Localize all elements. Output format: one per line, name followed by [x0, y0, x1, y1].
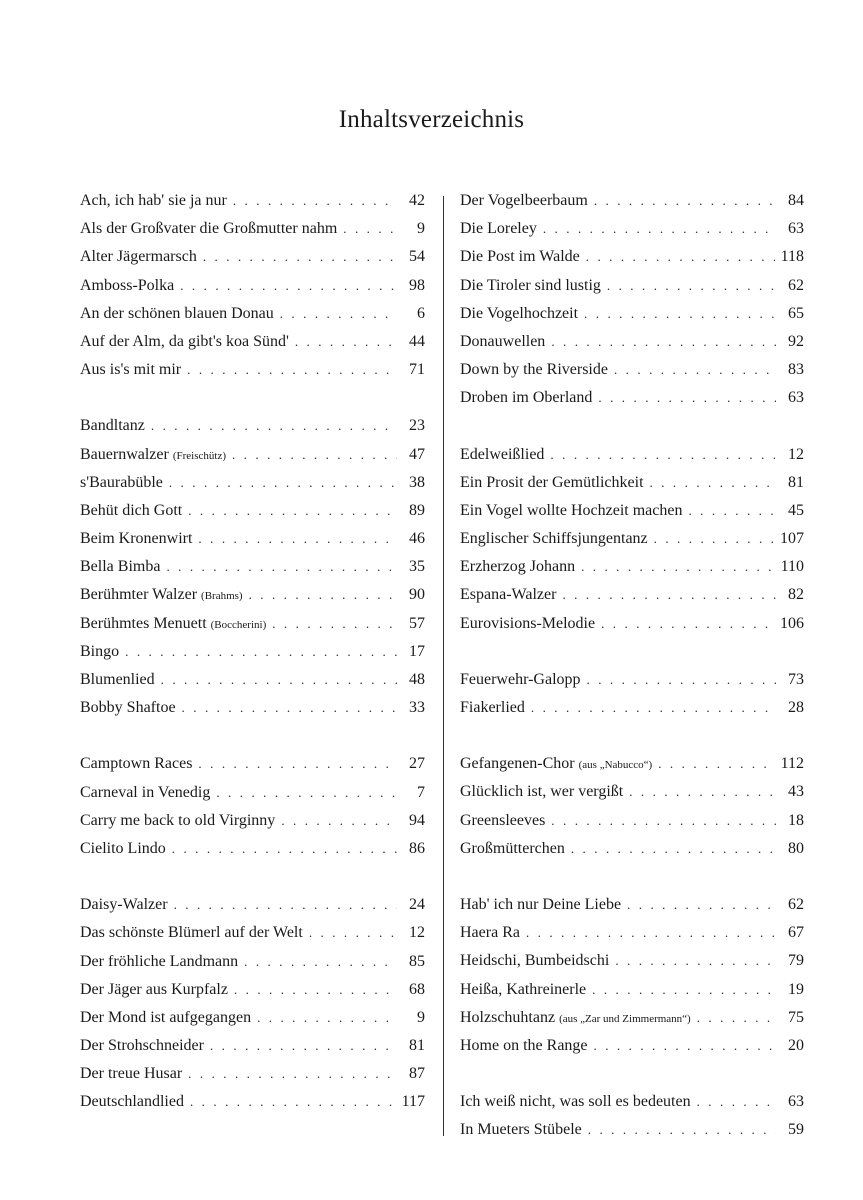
toc-entry	[80, 530, 425, 558]
toc-entry-title: s'Baurabüble	[80, 473, 163, 491]
toc-entry	[460, 896, 804, 924]
dot-leader	[125, 644, 397, 660]
toc-entry-title: Deutschlandlied	[80, 1093, 184, 1111]
dot-leader	[586, 249, 775, 265]
dot-leader	[210, 1038, 397, 1054]
dot-leader	[588, 1122, 776, 1138]
toc-entry-page-number: 81	[409, 1037, 425, 1055]
toc-entry-title: Behüt dich Gott	[80, 501, 183, 519]
toc-entry-page-number: 6	[417, 304, 425, 322]
toc-entry-page-number: 38	[409, 473, 425, 491]
toc-entry-page-number: 117	[401, 1093, 425, 1111]
toc-entry-title: Die Tiroler sind lustig	[460, 276, 601, 294]
toc-letter-group	[80, 755, 425, 868]
dot-leader	[295, 334, 397, 350]
dot-leader	[166, 559, 397, 575]
toc-entry	[460, 248, 804, 276]
toc-entry-title: Bingo	[80, 642, 120, 660]
toc-entry-page-number: 89	[409, 501, 425, 519]
column-divider	[443, 196, 444, 1136]
toc-entry-title: Die Vogelhochzeit	[460, 304, 579, 322]
toc-entry-page-number: 90	[409, 586, 425, 604]
toc-entry	[460, 530, 804, 558]
toc-entry-title: Haera Ra	[460, 924, 520, 942]
toc-entry-page-number: 87	[409, 1065, 425, 1083]
toc-entry-title: Feuerwehr-Galopp	[460, 670, 581, 688]
dot-leader	[601, 616, 774, 632]
toc-entry-title: Daisy-Walzer	[80, 896, 168, 914]
toc-entry-title: Großmütterchen	[460, 839, 565, 857]
toc-entry-page-number: 48	[409, 671, 425, 688]
dot-leader	[581, 559, 775, 575]
dot-leader	[598, 390, 776, 406]
toc-entry-title: Berühmtes Menuett	[80, 614, 207, 632]
toc-entry-title: Heidschi, Bumbeidschi	[460, 952, 610, 970]
toc-entry-title: Espana-Walzer	[460, 586, 557, 604]
toc-entry	[80, 305, 425, 333]
dot-leader	[182, 700, 397, 716]
toc-entry	[80, 1093, 425, 1121]
toc-entry-note: (Brahms)	[201, 590, 243, 603]
toc-entry	[460, 558, 804, 586]
dot-leader	[151, 418, 397, 434]
toc-entry-title: Gefangenen-Chor	[460, 755, 575, 773]
toc-entry-title: Aus is's mit mir	[80, 361, 182, 379]
dot-leader	[654, 531, 774, 547]
toc-entry-page-number: 106	[780, 614, 804, 632]
dot-leader	[169, 475, 397, 491]
toc-entry	[80, 1037, 425, 1065]
toc-entry-page-number: 110	[780, 558, 804, 576]
toc-entry-page-number: 94	[409, 811, 425, 829]
toc-column-left	[80, 192, 425, 1150]
toc-entry-page-number: 80	[788, 839, 804, 857]
toc-entry	[80, 671, 425, 699]
toc-entry-title: Ein Vogel wollte Hochzeit machen	[460, 501, 683, 519]
toc-entry-page-number: 83	[788, 361, 804, 379]
toc-entry-title: Edelweißlied	[460, 445, 545, 463]
toc-entry	[460, 699, 804, 727]
toc-entry-page-number: 71	[409, 361, 425, 379]
toc-entry-page-number: 9	[417, 1008, 425, 1026]
toc-entry	[80, 981, 425, 1009]
toc-entry-title: Droben im Oberland	[460, 389, 593, 407]
dot-leader	[232, 447, 397, 463]
page-title: Inhaltsverzeichnis	[338, 106, 525, 133]
toc-letter-group	[460, 1093, 804, 1149]
toc-entry-title: Der treue Husar	[80, 1065, 183, 1083]
toc-entry	[460, 277, 804, 305]
toc-letter-group	[80, 192, 425, 389]
toc-entry-title: Carry me back to old Virginny	[80, 811, 276, 829]
toc-entry-page-number: 62	[788, 895, 804, 913]
toc-entry	[80, 417, 425, 445]
toc-entry	[80, 896, 425, 924]
toc-entry-page-number: 73	[788, 670, 804, 688]
toc-entry-title: Bella Bimba	[80, 558, 161, 576]
dot-leader	[551, 334, 776, 350]
toc-entry-title: Hab' ich nur Deine Liebe	[460, 895, 622, 913]
dot-leader	[257, 1010, 397, 1026]
toc-entry-page-number: 43	[788, 783, 804, 801]
dot-leader	[249, 587, 397, 603]
toc-entry	[460, 755, 804, 783]
toc-entry-title: Carneval in Venedig	[80, 783, 211, 801]
toc-entry-page-number: 107	[780, 530, 804, 548]
dot-leader	[198, 756, 397, 772]
toc-entry-page-number: 9	[417, 220, 425, 238]
dot-leader	[697, 1010, 776, 1026]
toc-entry	[460, 446, 804, 474]
toc-entry-page-number: 45	[788, 501, 804, 519]
toc-entry-page-number: 19	[788, 980, 804, 998]
toc-entry	[80, 586, 425, 614]
toc-entry-title: Der Vogelbeerbaum	[460, 192, 588, 209]
dot-leader	[188, 503, 397, 519]
toc-entry	[80, 502, 425, 530]
dot-leader	[615, 953, 776, 969]
toc-entry-title: Greensleeves	[460, 811, 546, 829]
toc-entry-title: Holzschuhtanz	[460, 1008, 556, 1026]
dot-leader	[629, 784, 776, 800]
toc-entry	[460, 389, 804, 417]
toc-entry-page-number: 98	[409, 276, 425, 294]
toc-entry-page-number: 54	[409, 248, 425, 266]
toc-entry	[80, 446, 425, 474]
toc-entry	[80, 1065, 425, 1093]
toc-entry	[460, 783, 804, 811]
toc-entry-page-number: 44	[409, 332, 425, 350]
toc-entry-page-number: 12	[788, 445, 804, 463]
toc-entry-note: (aus „Zar und Zimmermann“)	[559, 1012, 691, 1025]
toc-entry-title: Erzherzog Johann	[460, 558, 576, 576]
toc-entry	[80, 755, 425, 783]
toc-entry	[460, 812, 804, 840]
dot-leader	[233, 193, 397, 209]
toc-entry-title: Glücklich ist, wer vergißt	[460, 783, 624, 801]
toc-entry	[80, 277, 425, 305]
toc-entry-title: Berühmter Walzer	[80, 586, 198, 604]
toc-entry-note: (aus „Nabucco“)	[578, 759, 653, 772]
toc-entry	[80, 840, 425, 868]
toc-entry	[460, 924, 804, 952]
dot-leader	[650, 475, 776, 491]
toc-entry-title: Bandltanz	[80, 417, 145, 435]
toc-entry-title: Alter Jägermarsch	[80, 248, 197, 266]
toc-entry-title: Home on the Range	[460, 1036, 588, 1054]
toc-entry-page-number: 35	[409, 558, 425, 576]
toc-entry	[460, 615, 804, 643]
toc-entry-page-number: 59	[788, 1121, 804, 1139]
toc-entry-title: Der Mond ist aufgegangen	[80, 1008, 252, 1026]
toc-letter-group	[80, 896, 425, 1122]
toc-entry	[460, 220, 804, 248]
dot-leader	[551, 813, 776, 829]
dot-leader	[198, 531, 397, 547]
toc-entry-page-number: 28	[788, 699, 804, 716]
dot-leader	[272, 616, 397, 632]
toc-entry	[460, 502, 804, 530]
toc-entry-title: Der Jäger aus Kurpfalz	[80, 980, 228, 998]
toc-entry-title: Ich weiß nicht, was soll es bedeuten	[460, 1093, 691, 1111]
toc-entry-title: Cielito Lindo	[80, 839, 166, 857]
toc-entry-page-number: 63	[788, 389, 804, 407]
dot-leader	[543, 221, 776, 237]
toc-entry-page-number: 62	[788, 276, 804, 294]
toc-entry-title: Ach, ich hab' sie ja nur	[80, 192, 227, 209]
toc-entry-page-number: 63	[788, 220, 804, 238]
toc-entry-page-number: 79	[788, 952, 804, 970]
toc-entry-page-number: 82	[788, 586, 804, 604]
toc-entry-title: Camptown Races	[80, 755, 193, 773]
dot-leader	[343, 221, 397, 237]
toc-entry-title: Bauernwalzer	[80, 445, 169, 463]
toc-entry	[80, 615, 425, 643]
toc-entry	[80, 1009, 425, 1037]
toc-letter-group	[460, 192, 804, 418]
toc-entry	[460, 1037, 804, 1065]
dot-leader	[174, 897, 397, 913]
toc-entry-page-number: 65	[788, 304, 804, 322]
toc-entry-page-number: 27	[409, 755, 425, 773]
toc-entry-page-number: 92	[788, 332, 804, 350]
toc-entry-page-number: 84	[788, 192, 804, 209]
toc-letter-group	[460, 671, 804, 727]
toc-entry-title: Das schönste Blümerl auf der Welt	[80, 924, 303, 942]
toc-entry-title: Bobby Shaftoe	[80, 699, 176, 717]
toc-entry	[80, 643, 425, 671]
dot-leader	[190, 1094, 396, 1110]
dot-leader	[658, 756, 774, 772]
toc-entry-title: An der schönen blauen Donau	[80, 304, 274, 322]
dot-leader	[562, 587, 776, 603]
toc-entry-title: Donauwellen	[460, 332, 546, 350]
toc-entry	[460, 474, 804, 502]
dot-leader	[571, 841, 776, 857]
toc-entry-page-number: 57	[409, 614, 425, 632]
toc-entry	[460, 361, 804, 389]
toc-entry-title: Die Post im Walde	[460, 248, 580, 266]
toc-entry-page-number: 75	[788, 1008, 804, 1026]
toc-entry-page-number: 18	[788, 811, 804, 829]
dot-leader	[614, 362, 776, 378]
toc-entry	[460, 1121, 804, 1149]
dot-leader	[203, 249, 397, 265]
dot-leader	[309, 925, 397, 941]
dot-leader	[180, 278, 397, 294]
toc-entry	[460, 1009, 804, 1037]
toc-entry	[460, 586, 804, 614]
toc-letter-group	[80, 417, 425, 727]
toc-entry	[80, 333, 425, 361]
dot-leader	[607, 278, 776, 294]
toc-entry-title: Blumenlied	[80, 671, 155, 688]
toc-entry-page-number: 23	[409, 417, 425, 435]
toc-entry	[80, 812, 425, 840]
toc-entry	[460, 305, 804, 333]
dot-leader	[627, 897, 776, 913]
toc-entry	[460, 981, 804, 1009]
toc-entry-page-number: 68	[409, 980, 425, 998]
dot-leader	[688, 503, 776, 519]
toc-entry	[80, 953, 425, 981]
toc-entry-title: Ein Prosit der Gemütlichkeit	[460, 473, 644, 491]
dot-leader	[592, 982, 776, 998]
toc-entry-page-number: 112	[780, 755, 804, 773]
toc-entry-page-number: 46	[409, 530, 425, 548]
toc-entry-page-number: 12	[409, 924, 425, 942]
toc-entry	[80, 784, 425, 812]
toc-entry	[80, 220, 425, 248]
toc-entry-page-number: 20	[788, 1036, 804, 1054]
dot-leader	[216, 785, 397, 801]
dot-leader	[594, 1038, 776, 1054]
toc-entry-title: Der Strohschneider	[80, 1037, 204, 1055]
dot-leader	[594, 193, 776, 209]
dot-leader	[188, 1066, 397, 1082]
toc-entry-title: Eurovisions-Melodie	[460, 614, 596, 632]
toc-entry	[460, 333, 804, 361]
toc-entry-page-number: 33	[409, 699, 425, 717]
toc-entry	[460, 671, 804, 699]
dot-leader	[234, 982, 397, 998]
toc-entry-title: Down by the Riverside	[460, 361, 608, 379]
toc-entry	[80, 474, 425, 502]
toc-entry	[80, 558, 425, 586]
toc-entry-page-number: 17	[409, 642, 425, 660]
toc-entry-page-number: 63	[788, 1093, 804, 1111]
toc-entry-note: (Boccherini)	[210, 618, 267, 631]
toc-letter-group	[460, 896, 804, 1065]
toc-entry	[80, 192, 425, 220]
toc-entry	[80, 248, 425, 276]
toc-entry	[80, 699, 425, 727]
toc-entry-page-number: 47	[409, 445, 425, 463]
toc-entry-page-number: 85	[409, 952, 425, 970]
toc-entry-title: Heißa, Kathreinerle	[460, 980, 587, 998]
toc-letter-group	[460, 755, 804, 868]
toc-entry-note: (Freischütz)	[172, 449, 226, 462]
dot-leader	[526, 925, 776, 941]
dot-leader	[172, 841, 397, 857]
toc-entry	[460, 192, 804, 220]
dot-leader	[280, 306, 397, 322]
toc-entry-title: Als der Großvater die Großmutter nahm	[80, 220, 338, 238]
toc-entry-title: Beim Kronenwirt	[80, 530, 193, 548]
toc-entry-page-number: 118	[780, 248, 804, 266]
toc-column-right	[460, 192, 804, 1177]
toc-entry-title: Amboss-Polka	[80, 276, 175, 294]
toc-entry-title: In Mueters Stübele	[460, 1121, 582, 1139]
dot-leader	[281, 813, 397, 829]
toc-entry-page-number: 7	[417, 783, 425, 801]
toc-entry-title: Fiakerlied	[460, 699, 525, 716]
toc-entry-title: Auf der Alm, da gibt's koa Sünd'	[80, 332, 289, 350]
toc-entry-title: Englischer Schiffsjungentanz	[460, 530, 648, 548]
toc-entry-title: Der fröhliche Landmann	[80, 952, 239, 970]
toc-entry	[460, 1093, 804, 1121]
dot-leader	[161, 672, 397, 688]
dot-leader	[531, 700, 776, 716]
toc-entry	[460, 840, 804, 868]
toc-entry-page-number: 86	[409, 839, 425, 857]
dot-leader	[697, 1094, 776, 1110]
toc-entry-page-number: 81	[788, 473, 804, 491]
toc-entry	[80, 924, 425, 952]
dot-leader	[244, 954, 397, 970]
toc-entry-page-number: 42	[409, 192, 425, 209]
toc-entry	[80, 361, 425, 389]
dot-leader	[187, 362, 397, 378]
toc-entry-page-number: 67	[788, 924, 804, 942]
toc-entry-page-number: 24	[409, 896, 425, 914]
dot-leader	[587, 672, 776, 688]
toc-entry	[460, 952, 804, 980]
toc-letter-group	[460, 446, 804, 643]
dot-leader	[584, 306, 776, 322]
dot-leader	[550, 447, 776, 463]
toc-entry-title: Die Loreley	[460, 220, 537, 238]
